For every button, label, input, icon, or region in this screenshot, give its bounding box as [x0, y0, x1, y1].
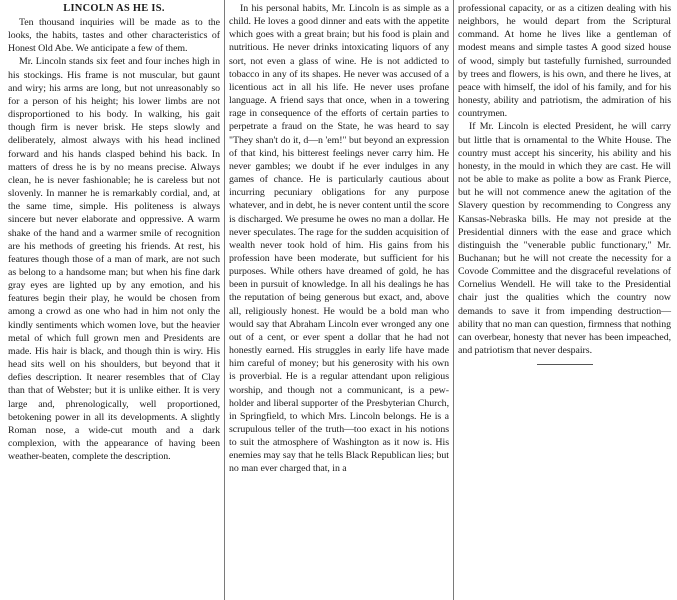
- paragraph: If Mr. Lincoln is elected President, he will carry but little that is ornamental to the White House. The country must accept his sincerity, his ability and his honesty, in the mould in which they are cast. He will not be able to make as polite a bow as Frank Pierce, but he will not commence anew the agitation of the Slavery question by recommending to Congress any Kansas-Nebraska bills. He may not preside at the Presidential dinners with the ease and grace which distinguish the "venerable public functionary," Mr. Buchanan; but he will not create the necessity for a Covode Committee and the disgraceful revelations of Cornelius Wendell. He will take to the Presidential chair just the qualities which the country now demands to save it from impending destruction—ability that no man can question, firmness that nothing can overbear, honesty that never has been impeached, and patriotism that never despairs.: [458, 121, 671, 357]
- paragraph: Ten thousand inquiries will be made as to the looks, the habits, tastes and other characteristics of Honest Old Abe. We anticipate a few of them.: [8, 17, 220, 55]
- column-2: [229, 2, 449, 476]
- column-1: [8, 2, 220, 463]
- paragraph: professional capacity, or as a citizen dealing with his neighbors, he would depart from the Scriptural command. At home he lives like a gentleman of modest means and simple tastes A good sized house of wood, simply but tastefully furnished, surrounded by trees and flowers, is his own, and there he lives, at peace with himself, the idol of his family, and for his honesty, ability and patriotism, the admiration of his countrymen.: [458, 3, 671, 120]
- article-headline: LINCOLN AS HE IS.: [63, 3, 165, 14]
- column-3: [458, 2, 671, 365]
- column-rule: [224, 0, 225, 600]
- paragraph: Mr. Lincoln stands six feet and four inches high in his stockings. His frame is not muscular, but gaunt and wiry; his arms are long, but not unreasonably so for a person of his height; his lower limbs are not disproportioned to his body. In walking, his gait though firm is never brisk. He steps slowly and deliberately, almost always with his head inclined forward and his hands clasped behind his back. In matters of dress he is by no means precise. Always clean, he is never fashionable; he is careless but not slovenly. In manner he is remarkably cordial, and, at the same time, simple. His politeness is always sincere but never elaborate and oppressive. A warm shake of the hand and a warmer smile of recognition are his methods of greeting his friends. At rest, his features though those of a man of mark, are not such as belong to a handsome man; but when his fine dark gray eyes are lighted up by any emotion, and his features begin their play, he would be chosen from among a crowd as one who had in him not only the kindly sentiments which women love, but the heavier metal of which full grown men and Presidents are made. His hair is black, and though thin is wiry. His head sits well on his shoulders, but beyond that it defies description. It nearer resembles that of Clay than that of Webster; but it is unlike either. It is very large and, phrenologically, well proportioned, betokening power in all its developments. A slightly Roman nose, a wide-cut mouth and a dark complexion, with the appearance of having been weather-beaten, complete the description.: [8, 56, 220, 463]
- paragraph: In his personal habits, Mr. Lincoln is as simple as a child. He loves a good dinner and eats with the appetite which goes with a great brain; but his food is plain and nutritious. He never drinks intoxicating liquors of any sort, not even a glass of wine. He is not addicted to tobacco in any of its shapes. He never was accused of a licentious act in all his life. He never uses profane language. A friend says that once, when in a towering rage in consequence of the efforts of certain parties to perpetrate a fraud on the State, he was heard to say "They shan't do it, d—n 'em!" but beyond an expression of that kind, his bitterest feelings never carry him. He never gambles; we doubt if he ever indulges in any games of chance. He is particularly cautious about incurring pecuniary obligations for any purpose whatever, and in debt, he is never content until the score is discharged. We presume he owes no man a dollar. He never speculates. The rage for the sudden acquisition of wealth never took hold of him. His gains from his profession have been moderate, but sufficient for his purposes. While others have dreamed of gold, he has been in pursuit of knowledge. In all his dealings he has the reputation of being generous but exact, and, above all, religiously honest. He would be a bold man who would say that Abraham Lincoln ever wronged any one out of a cent, or ever spent a dollar that he had not honestly earned. His struggles in early life have made him careful of money; but his generosity with his own is proverbial. He is a regular attendant upon religious worship, and though not a communicant, is a pew-holder and liberal supporter of the Presbyterian Church, in Springfield, to which Mrs. Lincoln belongs. He is a scrupulous teller of the truth—too exact in his notions to suit the atmosphere of Washington as it now is. His enemies may say that he tells Black Republican lies; but no man ever charged that, in a: [229, 3, 449, 475]
- end-divider: [537, 364, 593, 365]
- column-rule: [453, 0, 454, 600]
